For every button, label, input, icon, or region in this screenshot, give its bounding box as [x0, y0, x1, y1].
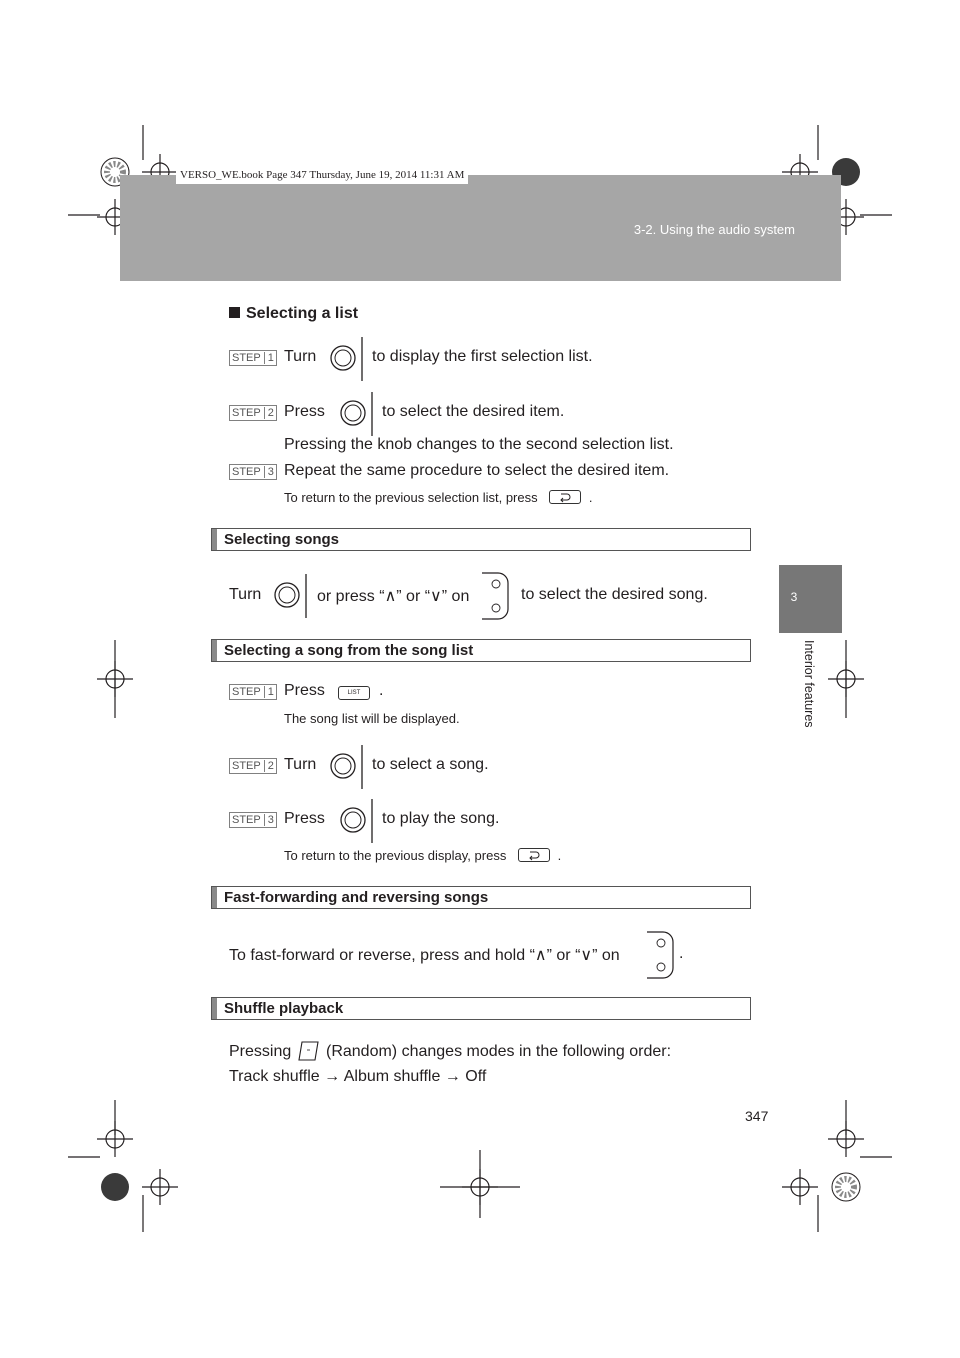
note-text: To return to the previous display, press . [284, 848, 562, 863]
body-text: . [679, 945, 684, 962]
body-text: to select the desired song. [521, 586, 708, 603]
chapter-label-wrap [802, 640, 822, 750]
page-number: 347 [745, 1108, 769, 1124]
note-text: To return to the previous selection list, press . [284, 490, 593, 505]
step-text: Press [284, 810, 325, 827]
section-bar-fast-forward: Fast-forwarding and reversing songs [211, 886, 751, 909]
step-label: STEP 3 [229, 464, 277, 480]
back-button-icon [518, 848, 550, 862]
chapter-number: 3 [790, 590, 798, 604]
subheading-selecting-list: Selecting a list [229, 305, 358, 323]
step-text: to select the desired item. [382, 403, 565, 420]
step-label: STEP 2 [229, 758, 277, 774]
section-title: 3-2. Using the audio system [633, 222, 795, 237]
knob-icon [340, 390, 376, 438]
square-bullet-icon [229, 307, 240, 318]
body-text: To fast-forward or reverse, press and hold “∧” or “∨” on [229, 947, 620, 964]
step-text: to play the song. [382, 810, 500, 827]
step-text: to display the first selection list. [372, 348, 593, 365]
list-button-icon: LIST [338, 686, 370, 700]
section-bar-selecting-songs: Selecting songs [211, 528, 751, 551]
random-button-icon [298, 1041, 320, 1061]
body-text: Turn [229, 586, 262, 603]
book-info: VERSO_WE.book Page 347 Thursday, June 19, 2014 11:31 AM [176, 167, 468, 184]
knob-icon [330, 335, 366, 383]
step-text: Repeat the same procedure to select the desired item. [284, 462, 670, 479]
up-down-button-icon [480, 571, 512, 621]
section-bar-shuffle: Shuffle playback [211, 997, 751, 1020]
step-note: The song list will be displayed. [284, 711, 460, 726]
back-button-icon [549, 490, 581, 504]
knob-icon [274, 572, 310, 620]
body-text: Pressing [229, 1043, 292, 1060]
chapter-label: Interior features [802, 640, 816, 728]
step-text: Turn [284, 756, 317, 773]
step-text: to select a song. [372, 756, 489, 773]
body-text: (Random) changes modes in the following order: [326, 1043, 672, 1060]
step-text: Turn [284, 348, 317, 365]
step-label: STEP 3 [229, 812, 277, 828]
body-text: or press “∧” or “∨” on [317, 588, 470, 605]
body-text: Track shuffle → Album shuffle → Off [229, 1068, 487, 1085]
section-bar-song-list: Selecting a song from the song list [211, 639, 751, 662]
step-text: . [379, 682, 384, 699]
step-label: STEP 2 [229, 405, 277, 421]
knob-icon [340, 797, 376, 845]
up-down-button-icon [645, 930, 677, 980]
step-label: STEP 1 [229, 684, 277, 700]
knob-icon [330, 743, 366, 791]
step-text: Press [284, 682, 325, 699]
step-text: Press [284, 403, 325, 420]
step-label: STEP 1 [229, 350, 277, 366]
step-note: Pressing the knob changes to the second selection list. [284, 436, 674, 453]
crop-lines [68, 125, 892, 1232]
